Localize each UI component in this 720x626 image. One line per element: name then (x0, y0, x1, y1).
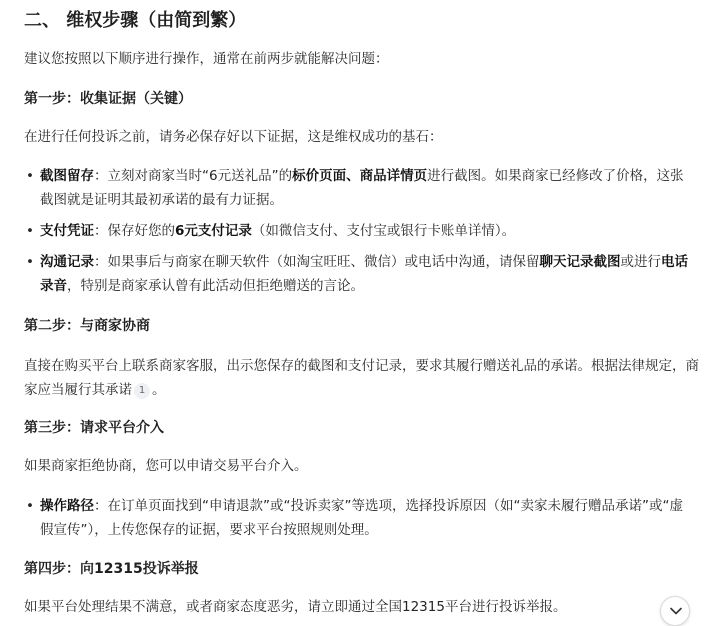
item-text: ：如果事后与商家在聊天软件（如淘宝旺旺、微信）或电话中沟通，请保留 (94, 254, 540, 270)
section-heading: 二、 维权步骤（由简到繁） (24, 10, 247, 31)
item-bold: 6元支付记录 (175, 223, 252, 239)
citation-badge[interactable]: 1 (134, 383, 150, 399)
bullet: • (26, 223, 34, 239)
item-bold: 聊天记录截图 (539, 254, 621, 270)
step2-text: 直接在购买平台上联系商家客服，出示您保存的截图和支付记录，要求其履行赠送礼品的承诺。根据法律规定，商家应当履行其承诺 (24, 358, 699, 398)
item-text: ：立刻对商家当时“6元送礼品”的 (94, 168, 293, 184)
step3-title: 第三步：请求平台介入 (24, 420, 164, 436)
item-label: 沟通记录 (40, 254, 94, 270)
intro-text: 建议您按照以下顺序进行操作，通常在前两步就能解决问题： (24, 51, 389, 67)
list-item (24, 164, 700, 212)
list-item (24, 494, 700, 542)
bullet: • (26, 254, 34, 270)
item-bold: 商品详情页 (359, 168, 428, 184)
item-text: 进行截图。如果商家已经修改了价格，这张截图就是证明其最初承诺的最有力证据。 (40, 168, 684, 208)
item-bold: 电话录音 (40, 254, 688, 294)
item-text: ：在订单页面找到“申请退款”或“投诉卖家”等选项，选择投诉原因（如“卖家未履行赠品承诺”或“虚假宣传”），上传您保存的证据，要求平台按照规则处理。 (40, 498, 683, 538)
list-item (24, 219, 700, 243)
step2-text-end: 。 (152, 382, 166, 398)
item-text: ：保存好您的 (94, 223, 175, 239)
bullet: • (26, 498, 34, 514)
item-label: 操作路径 (40, 498, 94, 514)
item-text: 或进行 (620, 254, 661, 270)
step2-title: 第二步：与商家协商 (24, 318, 150, 334)
item-label: 截图留存 (40, 168, 94, 184)
chevron-down-icon (670, 607, 682, 615)
item-bold: 标价页面 (292, 168, 347, 184)
bullet: • (26, 168, 34, 184)
item-label: 支付凭证 (40, 223, 94, 239)
step4-title: 第四步：向12315投诉举报 (24, 561, 199, 577)
step1-title: 第一步：收集证据（关键） (24, 91, 192, 107)
list-item (24, 250, 700, 298)
item-text: （如微信支付、支付宝或银行卡账单详情）。 (251, 223, 516, 239)
step3-desc: 如果商家拒绝协商，您可以申请交易平台介入。 (24, 458, 308, 474)
item-bold: 、 (346, 168, 360, 184)
item-text: ，特别是商家承认曾有此活动但拒绝赠送的言论。 (67, 278, 364, 294)
step1-desc: 在进行任何投诉之前，请务必保存好以下证据，这是维权成功的基石： (24, 129, 443, 145)
step2-desc (24, 354, 700, 402)
step4-desc: 如果平台处理结果不满意，或者商家态度恶劣，请立即通过全国12315平台进行投诉举报。 (24, 599, 567, 615)
